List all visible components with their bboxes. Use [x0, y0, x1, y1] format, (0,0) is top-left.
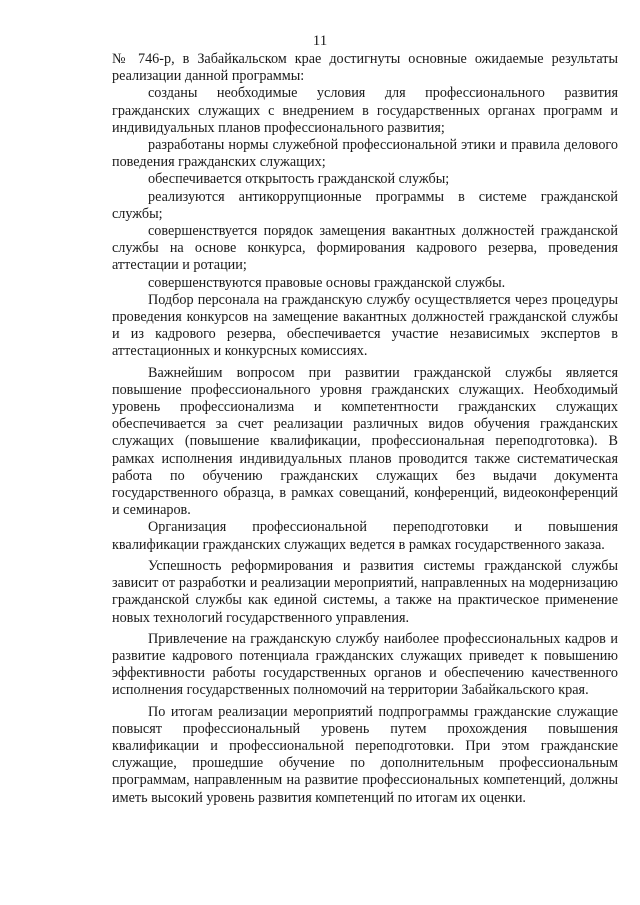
list-item: созданы необходимые условия для профессионального развития гражданских служащих с внедрением в государственных органах программ и индивидуальных планов профессионального развития; [112, 85, 618, 136]
paragraph: № 746-р, в Забайкальском крае достигнуты основные ожидаемые результаты реализации данной программы: [112, 51, 618, 85]
list-item: реализуются антикоррупционные программы в системе гражданской службы; [112, 188, 618, 222]
paragraph: Важнейшим вопросом при развитии гражданской службы является повышение профессионального уровня гражданских служащих. Необходимый уровень профессионализма и компетентности гражданских служащих обеспечивается за счет реализации различных видов обучения гражданских служащих (повышение квалификации, профессиональная переподготовка). В рамках исполнения индивидуальных планов проводится также систематическая работа по обучению гражданских служащих без выдачи документа государственного образца, в рамках совещаний, конференций, видеоконференций и семинаров. [112, 364, 618, 519]
list-item: обеспечивается открытость гражданской службы; [148, 171, 450, 188]
paragraph: Привлечение на гражданскую службу наиболее профессиональных кадров и развитие кадрового потенциала гражданских служащих приведет к повышению эффективности работы государственных органов и обеспечению качественного исполнения государственных полномочий на территории Забайкальского края. [112, 630, 618, 699]
list-item: разработаны нормы служебной профессиональной этики и правила делового поведения гражданских служащих; [112, 137, 618, 171]
list-item: совершенствуются правовые основы гражданской службы. [148, 274, 506, 291]
paragraph: Успешность реформирования и развития системы гражданской службы зависит от разработки и реализации мероприятий, направленных на модернизацию гражданской службы как единой системы, а также на практическое применение новых технологий государственного управления. [112, 557, 618, 626]
paragraph: Подбор персонала на гражданскую службу осуществляется через процедуры проведения конкурсов на замещение вакантных должностей гражданской службы и из кадрового резерва, обеспечивается участие независимых экспертов в аттестационных и конкурсных комиссиях. [112, 291, 618, 360]
paragraph: Организация профессиональной переподготовки и повышения квалификации гражданских служащих ведется в рамках государственного заказа. [112, 519, 618, 553]
paragraph: По итогам реализации мероприятий подпрограммы гражданские служащие повысят профессиональный уровень путем прохождения повышения квалификации и профессиональной переподготовки. При этом гражданские служащие, прошедшие обучение по дополнительным профессиональным программам, направленным на развитие профессиональных компетенций, должны иметь высокий уровень развития компетенций по итогам их оценки. [112, 703, 618, 806]
list-item: совершенствуется порядок замещения вакантных должностей гражданской службы на основе конкурса, формирования кадрового резерва, проведения аттестации и ротации; [112, 223, 618, 274]
page-number: 11 [312, 33, 328, 49]
document-body [112, 51, 618, 807]
